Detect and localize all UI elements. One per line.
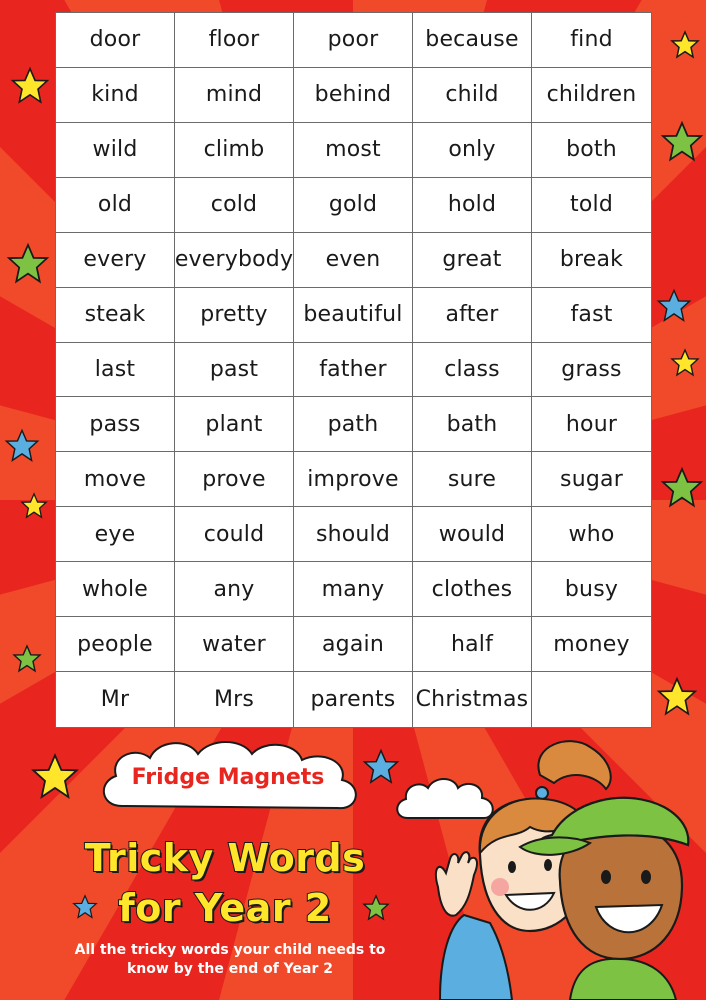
- star-icon: [4, 428, 40, 464]
- word-cell: floor: [175, 13, 294, 68]
- word-cell: prove: [175, 452, 294, 507]
- word-cell: busy: [532, 562, 651, 617]
- word-cell: improve: [294, 452, 413, 507]
- fridge-magnets-label: Fridge Magnets: [131, 765, 325, 790]
- subtitle-line-1: All the tricky words your child needs to: [74, 942, 386, 958]
- word-cell: most: [294, 123, 413, 178]
- word-cell: pretty: [175, 288, 294, 343]
- word-cell: everybody: [175, 233, 294, 288]
- star-icon: [670, 30, 700, 60]
- word-cell: find: [532, 13, 651, 68]
- star-icon: [670, 348, 700, 378]
- word-cell: wild: [56, 123, 175, 178]
- word-cell: who: [532, 507, 651, 562]
- word-cell: plant: [175, 397, 294, 452]
- word-cell: water: [175, 617, 294, 672]
- word-cell: father: [294, 343, 413, 398]
- star-icon: [660, 466, 704, 510]
- word-cell: any: [175, 562, 294, 617]
- word-cell: poor: [294, 13, 413, 68]
- word-cell: money: [532, 617, 651, 672]
- word-cell: door: [56, 13, 175, 68]
- word-cell: sugar: [532, 452, 651, 507]
- word-cell: eye: [56, 507, 175, 562]
- word-cell: great: [413, 233, 532, 288]
- word-cell: class: [413, 343, 532, 398]
- word-cell: grass: [532, 343, 651, 398]
- word-cell: after: [413, 288, 532, 343]
- word-cell: cold: [175, 178, 294, 233]
- star-icon: [656, 676, 698, 718]
- word-cell: Mr: [56, 672, 175, 727]
- word-cell: path: [294, 397, 413, 452]
- word-cell: even: [294, 233, 413, 288]
- word-cell: because: [413, 13, 532, 68]
- word-cell: kind: [56, 68, 175, 123]
- star-icon: [656, 288, 692, 324]
- word-cell: half: [413, 617, 532, 672]
- word-cell: many: [294, 562, 413, 617]
- subtitle-line-2: know by the end of Year 2: [126, 961, 333, 977]
- word-cell: children: [532, 68, 651, 123]
- word-cell: would: [413, 507, 532, 562]
- star-icon: [10, 66, 50, 106]
- word-cell: sure: [413, 452, 532, 507]
- word-cell: told: [532, 178, 651, 233]
- title-line-1: Tricky Words: [84, 836, 366, 880]
- word-cell: old: [56, 178, 175, 233]
- subtitle: [40, 941, 420, 979]
- word-cell: both: [532, 123, 651, 178]
- star-icon: [6, 242, 50, 286]
- tricky-words-grid: [55, 12, 652, 728]
- word-cell: bath: [413, 397, 532, 452]
- word-cell: [532, 672, 651, 727]
- word-cell: people: [56, 617, 175, 672]
- word-cell: last: [56, 343, 175, 398]
- word-cell: only: [413, 123, 532, 178]
- word-cell: every: [56, 233, 175, 288]
- word-cell: again: [294, 617, 413, 672]
- children-illustration: [420, 735, 706, 1000]
- star-icon: [12, 644, 42, 674]
- star-icon: [30, 752, 80, 802]
- word-cell: gold: [294, 178, 413, 233]
- word-cell: Mrs: [175, 672, 294, 727]
- word-cell: move: [56, 452, 175, 507]
- word-cell: climb: [175, 123, 294, 178]
- word-cell: behind: [294, 68, 413, 123]
- word-cell: whole: [56, 562, 175, 617]
- word-cell: parents: [294, 672, 413, 727]
- word-cell: could: [175, 507, 294, 562]
- word-cell: pass: [56, 397, 175, 452]
- star-icon: [660, 120, 704, 164]
- word-cell: child: [413, 68, 532, 123]
- word-cell: beautiful: [294, 288, 413, 343]
- word-cell: fast: [532, 288, 651, 343]
- word-cell: hold: [413, 178, 532, 233]
- word-cell: steak: [56, 288, 175, 343]
- word-cell: past: [175, 343, 294, 398]
- word-cell: break: [532, 233, 651, 288]
- word-cell: mind: [175, 68, 294, 123]
- word-cell: should: [294, 507, 413, 562]
- word-cell: Christmas: [413, 672, 532, 727]
- word-cell: clothes: [413, 562, 532, 617]
- star-icon: [20, 492, 48, 520]
- word-cell: hour: [532, 397, 651, 452]
- title-line-2: for Year 2: [118, 886, 332, 930]
